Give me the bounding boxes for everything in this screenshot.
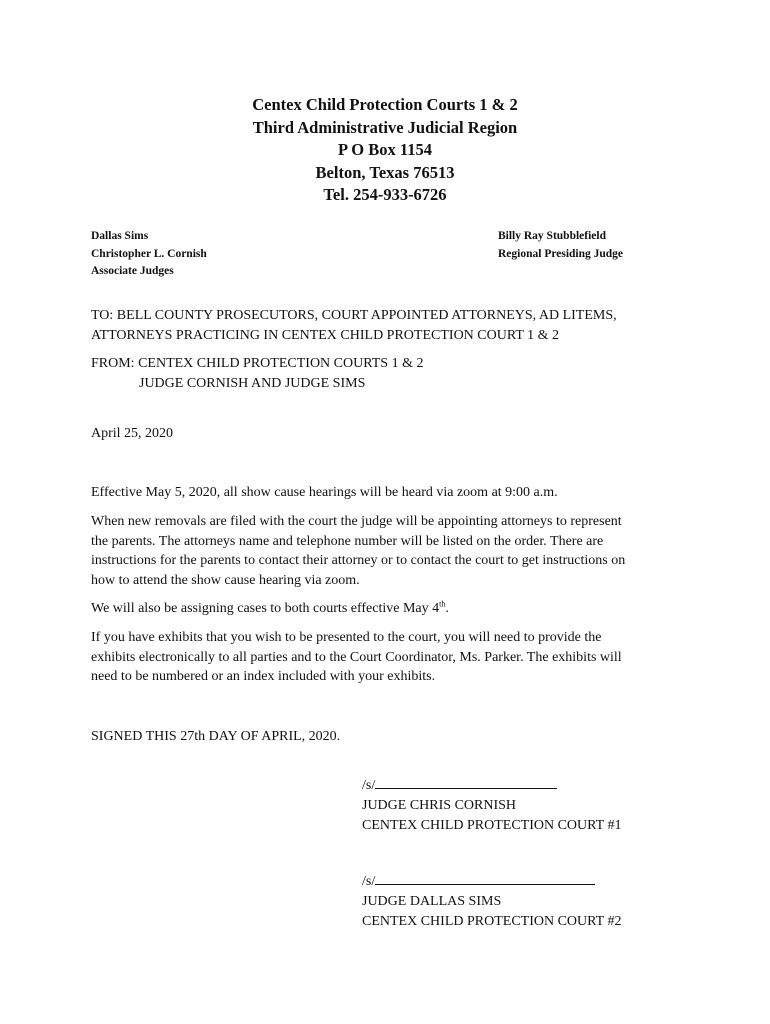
from-line: FROM: CENTEX CHILD PROTECTION COURTS 1 & 2 (91, 356, 424, 371)
signature-line (362, 870, 621, 892)
from-block (91, 354, 681, 393)
letter-date: April 25, 2020 (91, 426, 174, 441)
judges-title: Associate Judges (91, 265, 174, 277)
paragraph-line: need to be numbered or an index included with your exhibits. (91, 669, 436, 684)
signature-block-sims (362, 870, 621, 932)
ordinal-suffix: th (439, 599, 446, 609)
paragraph-new-removals (91, 512, 681, 590)
paragraph-line: the parents. The attorneys name and telephone number will be listed on the order. There are (91, 533, 604, 549)
judge-name: Billy Ray Stubblefield (498, 230, 606, 242)
to-line: ATTORNEYS PRACTICING IN CENTEX CHILD PROTECTION COURT 1 & 2 (91, 327, 560, 343)
judges-title: Regional Presiding Judge (498, 247, 624, 260)
judge-name: Christopher L. Cornish (91, 247, 207, 260)
letterhead (0, 94, 770, 207)
associate-judges-block (91, 228, 207, 281)
paragraph-line: how to attend the show cause hearing via zoom. (91, 572, 360, 588)
city-state: Belton, Texas 76513 (315, 162, 455, 182)
signatory-court: CENTEX CHILD PROTECTION COURT #1 (362, 818, 622, 833)
signature-block-cornish (362, 774, 621, 836)
paragraph-period: . (445, 601, 449, 616)
paragraph-text: We will also be assigning cases to both courts effective May 4 (91, 601, 440, 616)
telephone: Tel. 254-933-6726 (323, 185, 447, 204)
signature-prefix: /s/ (362, 778, 376, 793)
paragraph-exhibits (91, 628, 681, 687)
paragraph-line: instructions for the parents to contact their attorney or to contact the court to get instructions on (91, 553, 626, 568)
paragraph-effective-date: Effective May 5, 2020, all show cause hearings will be heard via zoom at 9:00 a.m. (91, 485, 558, 500)
signature-rule (375, 774, 557, 789)
signature-prefix: /s/ (362, 874, 376, 889)
from-line: JUDGE CORNISH AND JUDGE SIMS (139, 375, 366, 391)
signature-line (362, 774, 621, 796)
to-line: TO: BELL COUNTY PROSECUTORS, COURT APPOINTED ATTORNEYS, AD LITEMS, (91, 308, 617, 323)
signatory-name: JUDGE CHRIS CORNISH (362, 798, 517, 813)
paragraph-line: exhibits electronically to all parties and to the Court Coordinator, Ms. Parker. The exhibits will (91, 649, 622, 665)
signed-date-line: SIGNED THIS 27th DAY OF APRIL, 2020. (91, 729, 341, 744)
judge-name: Dallas Sims (91, 230, 149, 242)
signature-rule (375, 870, 595, 885)
paragraph-line: When new removals are filed with the court the judge will be appointing attorneys to represent (91, 514, 622, 529)
to-block (91, 306, 681, 345)
signatory-court: CENTEX CHILD PROTECTION COURT #2 (362, 914, 622, 929)
po-box: P O Box 1154 (338, 140, 432, 159)
signatory-name: JUDGE DALLAS SIMS (362, 894, 502, 909)
judicial-region: Third Administrative Judicial Region (252, 117, 518, 137)
court-name: Centex Child Protection Courts 1 & 2 (252, 95, 518, 114)
paragraph-assigning-cases (91, 599, 681, 619)
presiding-judge-block (498, 228, 623, 263)
paragraph-line: If you have exhibits that you wish to be presented to the court, you will need to provide the (91, 630, 602, 645)
